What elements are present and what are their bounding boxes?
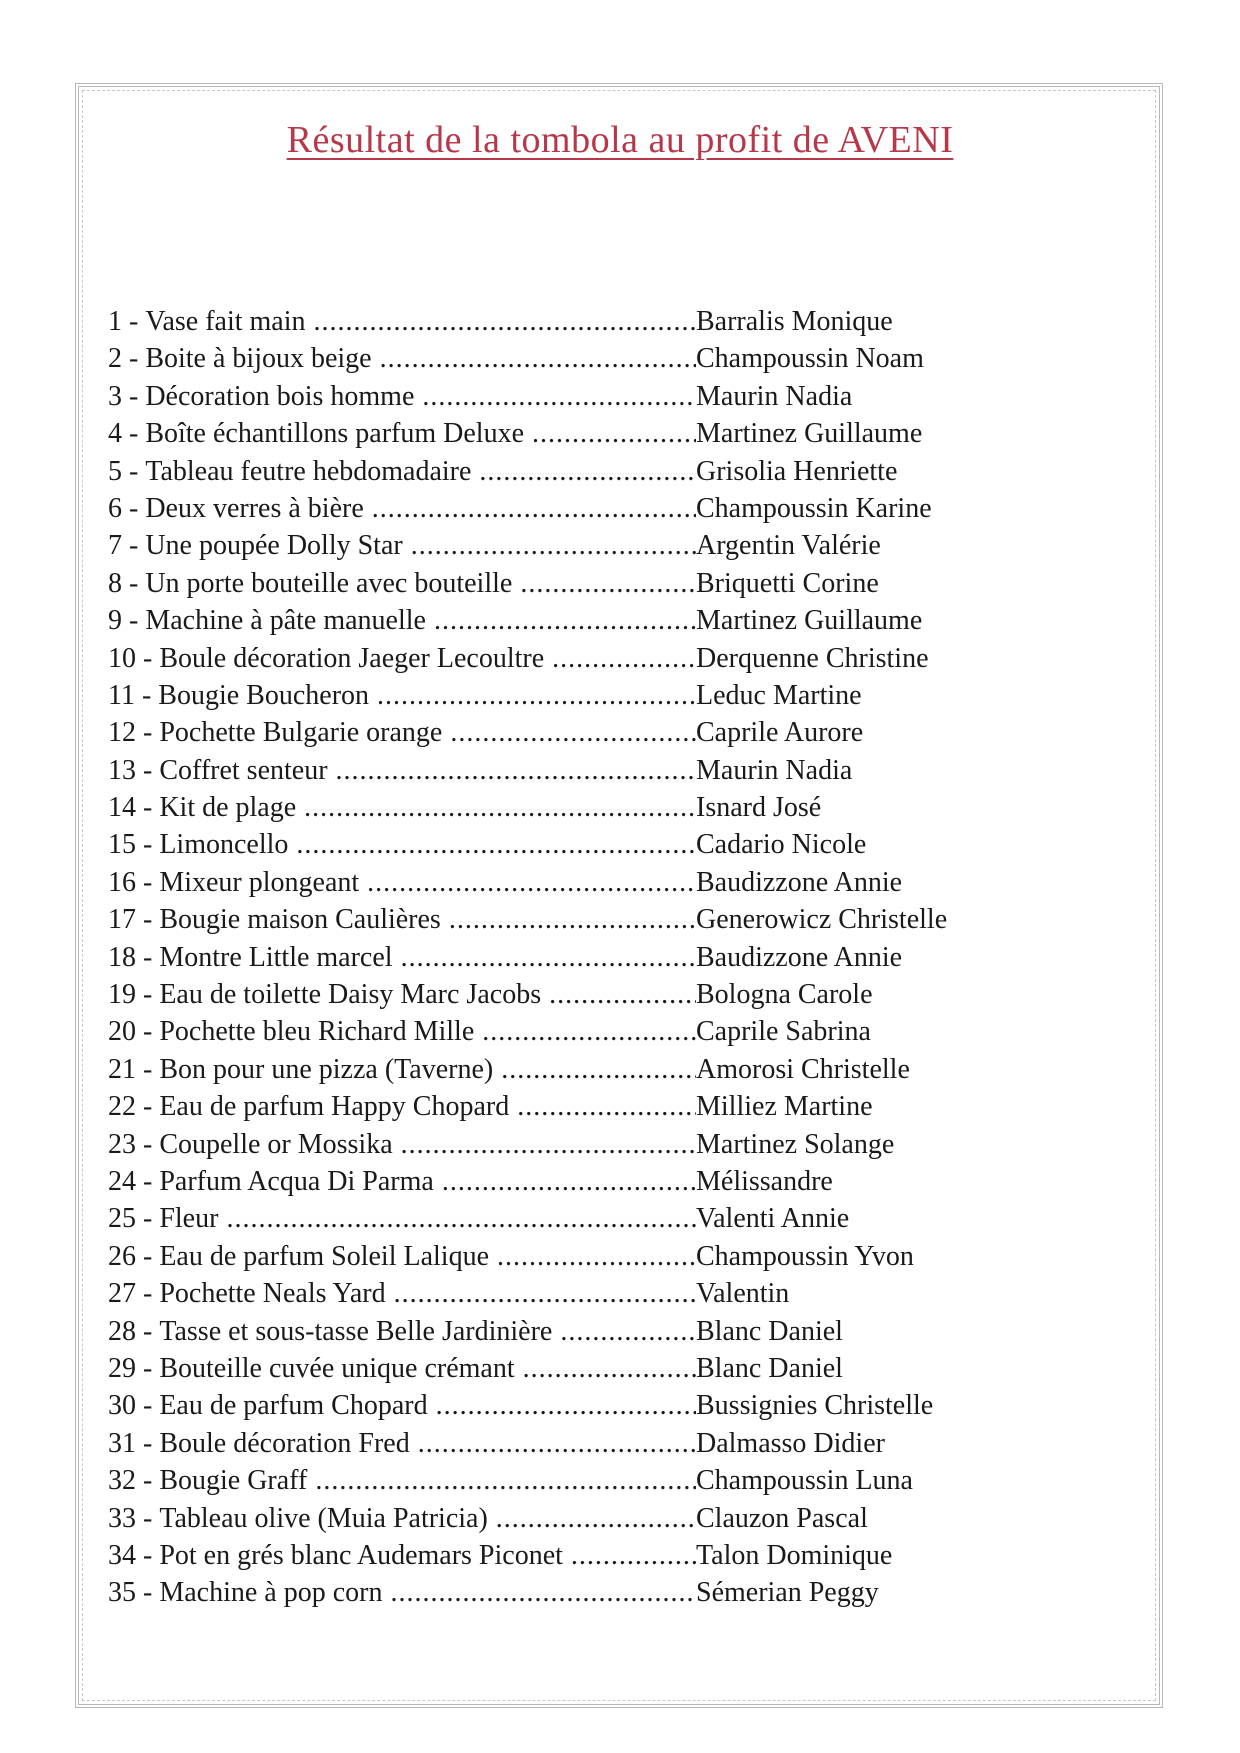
winner-name: Milliez Martine (696, 1091, 873, 1123)
dot-leader (377, 680, 696, 712)
prize-label: - Pot en grés blanc Audemars Piconet (136, 1539, 563, 1571)
result-row (108, 1091, 1008, 1128)
prize-number: 24 (108, 1165, 136, 1197)
prize (108, 493, 696, 525)
winner-name: Champoussin Luna (696, 1465, 913, 1497)
prize-number: 17 (108, 904, 136, 936)
winner-name: Blanc Daniel (696, 1315, 843, 1347)
prize-number: 29 (108, 1352, 136, 1384)
result-row (108, 1577, 1008, 1614)
prize (108, 1316, 696, 1348)
dot-leader (517, 1091, 696, 1123)
result-row (108, 1054, 1008, 1091)
result-row (108, 904, 1008, 941)
prize-label: - Tasse et sous-tasse Belle Jardinière (136, 1315, 553, 1347)
dot-leader (336, 755, 696, 787)
prize (108, 306, 696, 338)
prize (108, 1166, 696, 1198)
prize-label: - Coffret senteur (136, 754, 328, 786)
winner-name: Maurin Nadia (696, 380, 853, 412)
dot-leader (449, 904, 696, 936)
result-row (108, 1166, 1008, 1203)
dot-leader (496, 1503, 696, 1535)
winner-name: Argentin Valérie (696, 530, 881, 562)
prize-number: 35 (108, 1577, 136, 1609)
winner-name: Leduc Martine (696, 679, 862, 711)
result-row (108, 1503, 1008, 1540)
result-row (108, 1129, 1008, 1166)
dot-leader (501, 1054, 696, 1086)
result-row (108, 605, 1008, 642)
prize (108, 418, 696, 450)
prize (108, 1465, 696, 1497)
prize-label: - Pochette Neals Yard (136, 1278, 386, 1310)
winner-name: Amorosi Christelle (696, 1053, 910, 1085)
prize-number: 26 (108, 1240, 136, 1272)
prize-label: - Un porte bouteille avec bouteille (122, 567, 513, 599)
result-row (108, 717, 1008, 754)
prize (108, 456, 696, 488)
dot-leader (442, 1166, 696, 1198)
prize (108, 942, 696, 974)
dot-leader (372, 493, 696, 525)
prize-label: - Machine à pâte manuelle (122, 605, 426, 637)
prize (108, 1390, 696, 1422)
winner-name: Valenti Annie (696, 1203, 850, 1235)
winner-name: Mélissandre (696, 1165, 833, 1197)
prize-number: 14 (108, 792, 136, 824)
result-row (108, 643, 1008, 680)
prize-number: 28 (108, 1315, 136, 1347)
prize (108, 1091, 696, 1123)
prize (108, 1428, 696, 1460)
prize-number: 13 (108, 754, 136, 786)
prize-label: - Parfum Acqua Di Parma (136, 1165, 434, 1197)
prize-number: 9 (108, 605, 122, 637)
prize (108, 1503, 696, 1535)
prize-number: 20 (108, 1016, 136, 1048)
result-row (108, 493, 1008, 530)
dot-leader (523, 1353, 696, 1385)
prize-number: 33 (108, 1502, 136, 1534)
dot-leader (497, 1241, 696, 1273)
result-row (108, 1540, 1008, 1577)
prize-number: 32 (108, 1465, 136, 1497)
prize-number: 11 (108, 679, 135, 711)
prize (108, 343, 696, 375)
prize-label: - Boîte échantillons parfum Deluxe (122, 418, 524, 450)
prize-number: 31 (108, 1427, 136, 1459)
winner-name: Champoussin Karine (696, 492, 932, 524)
dot-leader (549, 979, 696, 1011)
prize-number: 8 (108, 567, 122, 599)
dot-leader (436, 1390, 696, 1422)
prize-number: 3 (108, 380, 122, 412)
prize-label: - Décoration bois homme (122, 380, 415, 412)
winner-name: Dalmasso Didier (696, 1427, 885, 1459)
prize (108, 1577, 696, 1609)
dot-leader (520, 568, 696, 600)
winner-name: Derquenne Christine (696, 642, 929, 674)
prize-label: - Boite à bijoux beige (122, 343, 372, 375)
result-row (108, 456, 1008, 493)
result-row (108, 755, 1008, 792)
result-row (108, 568, 1008, 605)
prize-label: - Machine à pop corn (136, 1577, 383, 1609)
prize-label: - Pochette bleu Richard Mille (136, 1016, 475, 1048)
winner-name: Caprile Aurore (696, 717, 864, 749)
prize (108, 1241, 696, 1273)
winner-name: Bologna Carole (696, 979, 873, 1011)
prize-label: - Pochette Bulgarie orange (136, 717, 443, 749)
dot-leader (479, 456, 696, 488)
dot-leader (401, 942, 696, 974)
prize (108, 867, 696, 899)
winner-name: Caprile Sabrina (696, 1016, 871, 1048)
result-row (108, 381, 1008, 418)
prize (108, 1203, 696, 1235)
prize-label: - Limoncello (136, 829, 289, 861)
winner-name: Sémerian Peggy (696, 1577, 879, 1609)
prize-label: - Kit de plage (136, 792, 297, 824)
dot-leader (380, 343, 696, 375)
winner-name: Briquetti Corine (696, 567, 879, 599)
page-title: Résultat de la tombola au profit de AVENI (286, 119, 954, 161)
prize (108, 755, 696, 787)
dot-leader (560, 1316, 696, 1348)
prize-number: 34 (108, 1539, 136, 1571)
result-row (108, 829, 1008, 866)
dot-leader (434, 605, 696, 637)
prize-number: 23 (108, 1128, 136, 1160)
prize-number: 2 (108, 343, 122, 375)
prize (108, 643, 696, 675)
winner-name: Grisolia Henriette (696, 455, 898, 487)
dot-leader (411, 530, 696, 562)
prize (108, 605, 696, 637)
winner-name: Martinez Guillaume (696, 605, 923, 637)
prize-number: 5 (108, 455, 122, 487)
prize (108, 568, 696, 600)
winner-name: Barralis Monique (696, 306, 893, 337)
winner-name: Bussignies Christelle (696, 1390, 934, 1422)
prize-label: - Bouteille cuvée unique crémant (136, 1352, 515, 1384)
prize-label: - Eau de parfum Chopard (136, 1390, 428, 1422)
dot-leader (418, 1428, 696, 1460)
prize (108, 1129, 696, 1161)
prize-label: - Mixeur plongeant (136, 866, 360, 898)
prize-label: - Fleur (136, 1203, 219, 1235)
result-row (108, 867, 1008, 904)
prize-label: - Bougie Boucheron (134, 679, 370, 711)
winner-name: Valentin (696, 1278, 790, 1310)
dot-leader (296, 829, 696, 861)
prize-number: 27 (108, 1278, 136, 1310)
result-row (108, 1278, 1008, 1315)
winner-name: Baudizzone Annie (696, 941, 903, 973)
dot-leader (367, 867, 696, 899)
result-row (108, 306, 1008, 343)
prize-label: - Eau de parfum Soleil Lalique (136, 1240, 489, 1272)
prize-label: - Montre Little marcel (136, 941, 393, 973)
result-row (108, 942, 1008, 979)
dot-leader (315, 1465, 696, 1497)
prize (108, 829, 696, 861)
prize-label: - Boule décoration Fred (136, 1427, 410, 1459)
prize-number: 25 (108, 1203, 136, 1235)
result-row (108, 1016, 1008, 1053)
prize-label: - Une poupée Dolly Star (122, 530, 403, 562)
dot-leader (226, 1203, 696, 1235)
winner-name: Clauzon Pascal (696, 1502, 868, 1534)
prize (108, 530, 696, 562)
result-row (108, 1465, 1008, 1502)
prize-label: - Tableau feutre hebdomadaire (122, 455, 472, 487)
prize-label: - Bon pour une pizza (Taverne) (136, 1053, 494, 1085)
dot-leader (552, 643, 696, 675)
result-row (108, 418, 1008, 455)
prize-label: - Vase fait main (122, 306, 306, 337)
prize-number: 10 (108, 642, 136, 674)
winner-name: Maurin Nadia (696, 754, 853, 786)
prize-label: - Bougie Graff (136, 1465, 308, 1497)
prize (108, 1054, 696, 1086)
winner-name: Baudizzone Annie (696, 866, 903, 898)
dot-leader (482, 1016, 696, 1048)
prize (108, 1353, 696, 1385)
prize (108, 680, 696, 712)
result-row (108, 1203, 1008, 1240)
prize-number: 30 (108, 1390, 136, 1422)
dot-leader (394, 1278, 696, 1310)
dot-leader (401, 1129, 696, 1161)
prize (108, 1540, 696, 1572)
result-row (108, 979, 1008, 1016)
winner-name: Champoussin Yvon (696, 1240, 914, 1272)
winner-name: Cadario Nicole (696, 829, 867, 861)
dot-leader (304, 792, 696, 824)
prize-label: - Boule décoration Jaeger Lecoultre (136, 642, 545, 674)
dot-leader (532, 418, 696, 450)
result-row (108, 792, 1008, 829)
winner-name: Martinez Guillaume (696, 418, 923, 450)
prize-number: 18 (108, 941, 136, 973)
winner-name: Champoussin Noam (696, 343, 924, 375)
prize-number: 21 (108, 1053, 136, 1085)
dot-leader (450, 717, 696, 749)
result-row (108, 1241, 1008, 1278)
prize-number: 16 (108, 866, 136, 898)
prize-label: - Tableau olive (Muia Patricia) (136, 1502, 488, 1534)
prize-label: - Eau de parfum Happy Chopard (136, 1091, 510, 1123)
prize (108, 717, 696, 749)
prize-number: 22 (108, 1091, 136, 1123)
result-row (108, 680, 1008, 717)
prize-number: 12 (108, 717, 136, 749)
dot-leader (422, 381, 696, 413)
prize-label: - Coupelle or Mossika (136, 1128, 393, 1160)
prize-number: 15 (108, 829, 136, 861)
prize-number: 6 (108, 492, 122, 524)
prize (108, 904, 696, 936)
prize-number: 4 (108, 418, 122, 450)
prize (108, 979, 696, 1011)
prize (108, 1278, 696, 1310)
result-row (108, 1428, 1008, 1465)
prize (108, 1016, 696, 1048)
result-row (108, 530, 1008, 567)
results-list (108, 306, 1008, 1615)
dot-leader (314, 306, 697, 338)
prize-number: 7 (108, 530, 122, 562)
dot-leader (571, 1540, 696, 1572)
result-row (108, 343, 1008, 380)
prize-label: - Eau de toilette Daisy Marc Jacobs (136, 979, 542, 1011)
prize-label: - Bougie maison Caulières (136, 904, 441, 936)
winner-name: Blanc Daniel (696, 1352, 843, 1384)
dot-leader (390, 1577, 696, 1609)
result-row (108, 1316, 1008, 1353)
prize-label: - Deux verres à bière (122, 492, 364, 524)
result-row (108, 1390, 1008, 1427)
result-row (108, 1353, 1008, 1390)
prize-number: 19 (108, 979, 136, 1011)
winner-name: Generowicz Christelle (696, 904, 948, 936)
prize-number: 1 (108, 306, 122, 337)
prize (108, 792, 696, 824)
winner-name: Martinez Solange (696, 1128, 895, 1160)
winner-name: Talon Dominique (696, 1539, 893, 1571)
prize (108, 381, 696, 413)
winner-name: Isnard José (696, 792, 822, 824)
